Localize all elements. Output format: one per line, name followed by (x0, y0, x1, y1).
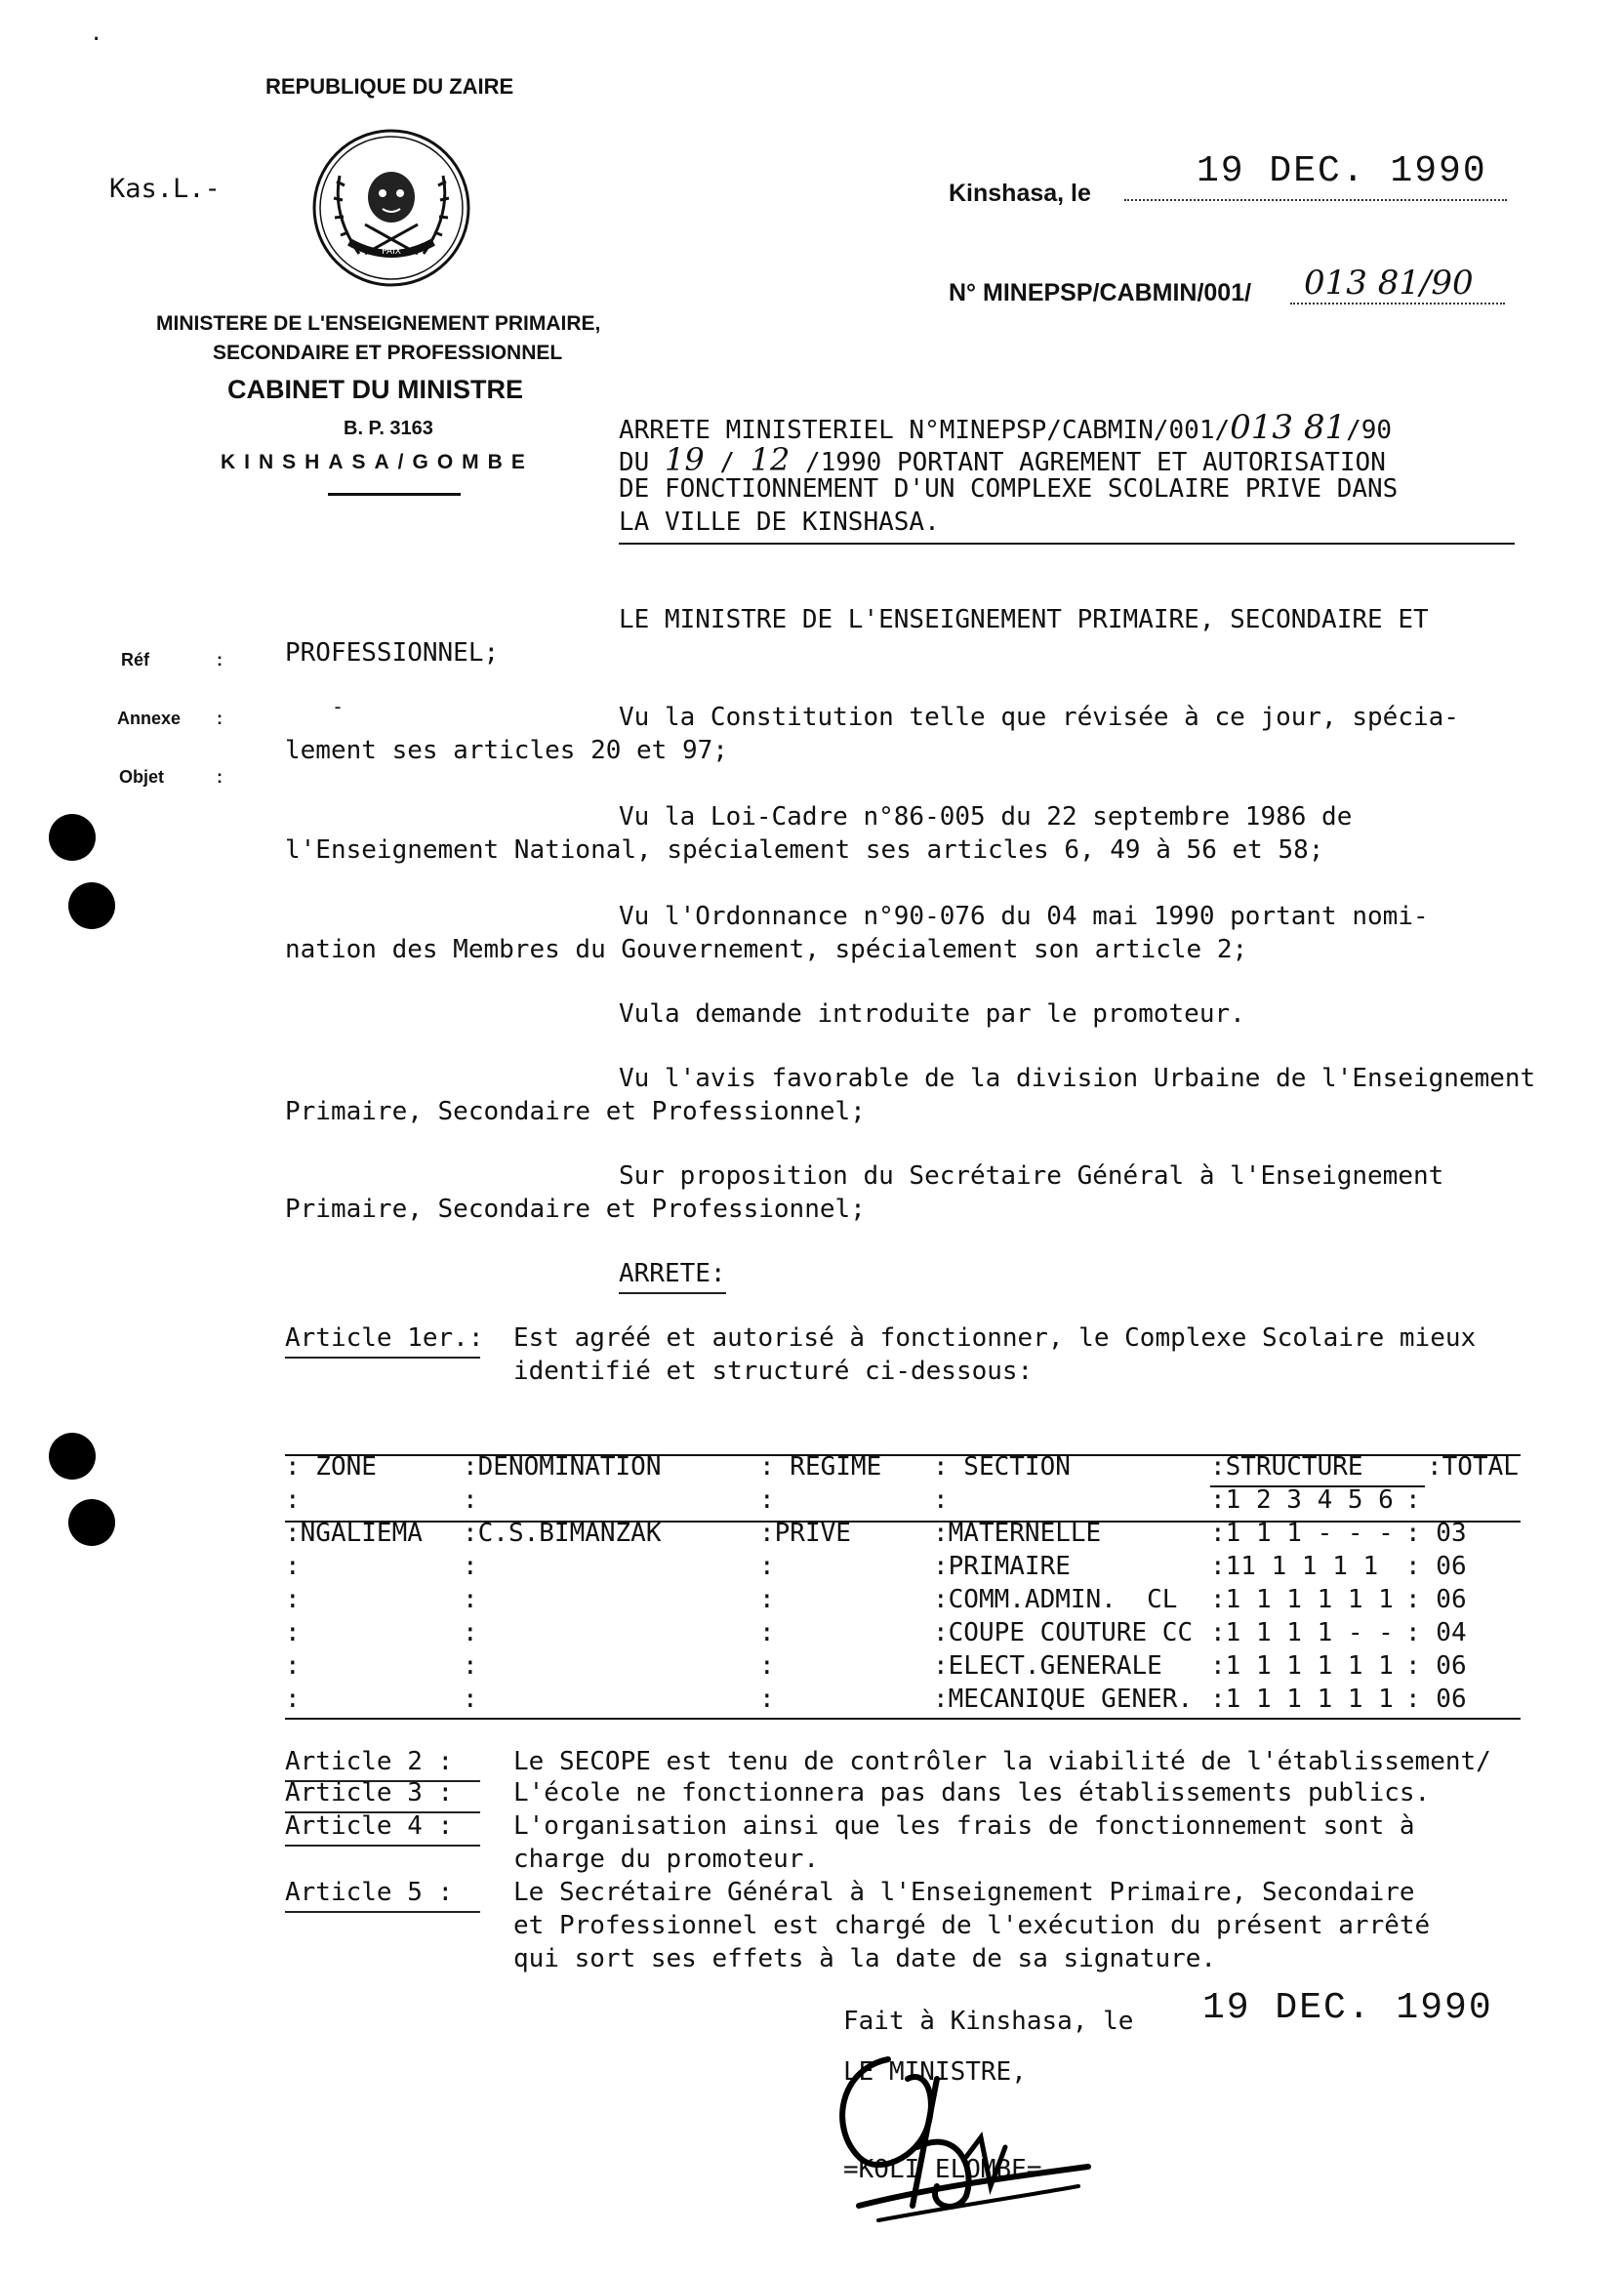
cell-section: :COMM.ADMIN. CL (933, 1585, 1178, 1614)
cell-regime: : (759, 1685, 775, 1714)
title-underline (619, 543, 1515, 545)
cell-denomination: : (463, 1552, 478, 1581)
table-subheader-section: : (933, 1485, 949, 1515)
cell-structure: :1 1 1 1 - - (1210, 1618, 1394, 1647)
arrete-title-line-1: ARRETE MINISTERIEL N°MINEPSP/CABMIN/001/013 81/90 (619, 408, 1393, 447)
table-header-denomination: :DENOMINATION (463, 1452, 662, 1482)
vu-avis-1: Vu l'avis favorable de la division Urbaine de l'Enseignement (619, 1064, 1536, 1093)
vu-avis-2: Primaire, Secondaire et Professionnel; (285, 1097, 866, 1126)
cell-zone: : (285, 1618, 301, 1647)
kas-reference: Kas.L.- (109, 174, 221, 204)
minister-line-1: LE MINISTRE DE L'ENSEIGNEMENT PRIMAIRE, SECONDAIRE ET (619, 605, 1429, 634)
objet-colon: : (217, 767, 223, 787)
ministry-line-1: MINISTERE DE L'ENSEIGNEMENT PRIMAIRE, (156, 312, 601, 335)
cell-structure: :11 1 1 1 1 (1210, 1552, 1379, 1581)
emblem-motto: PAIX (382, 247, 401, 257)
vu-loi-cadre-1: Vu la Loi-Cadre n°86-005 du 22 septembre 1986 de (619, 802, 1353, 832)
cell-total: : 06 (1405, 1685, 1467, 1714)
article-4-text-1: L'organisation ainsi que les frais de fonctionnement sont à (513, 1811, 1415, 1841)
cell-structure: :1 1 1 - - - (1210, 1519, 1394, 1548)
cell-structure: :1 1 1 1 1 1 (1210, 1585, 1394, 1614)
objet-label: Objet (119, 767, 165, 787)
cell-regime: : (759, 1552, 775, 1581)
punch-hole (49, 1433, 96, 1480)
arrete-heading: ARRETE: (619, 1259, 726, 1288)
article-3-label: Article 3 : (285, 1778, 454, 1808)
city-line: KINSHASA/GOMBE (221, 451, 534, 473)
cell-zone: : (285, 1651, 301, 1681)
article-5-label: Article 5 : (285, 1878, 454, 1907)
article-2-text: Le SECOPE est tenu de contrôler la viabilité de l'établissement/ (513, 1747, 1491, 1776)
cell-zone: :NGALIEMA (285, 1519, 423, 1548)
cabinet-heading: CABINET DU MINISTRE (227, 375, 523, 404)
table-header-structure: :STRUCTURE (1210, 1452, 1363, 1482)
minister-name: =KOLI ELOMBE= (843, 2155, 1042, 2184)
cell-section: :ELECT.GENERALE (933, 1651, 1162, 1681)
article-5-text-3: qui sort ses effets à la date de sa signature. (513, 1944, 1217, 1973)
arrete-title-line-3: DE FONCTIONNEMENT D'UN COMPLEXE SCOLAIRE PRIVE DANS (619, 474, 1399, 504)
vu-loi-cadre-2: l'Enseignement National, spécialement ses articles 6, 49 à 56 et 58; (285, 835, 1324, 865)
table-header-section: : SECTION (933, 1452, 1071, 1482)
ref-colon: : (217, 650, 223, 670)
vu-demande: Vula demande introduite par le promoteur. (619, 999, 1245, 1029)
sur-proposition-1: Sur proposition du Secrétaire Général à l'Enseignement (619, 1161, 1444, 1191)
table-subheader-denomination: : (463, 1485, 478, 1515)
table-subheader-regime: : (759, 1485, 775, 1515)
cell-total: : 03 (1405, 1519, 1467, 1548)
article-4-label: Article 4 : (285, 1811, 454, 1841)
annexe-mark: - (332, 695, 345, 718)
minister-signature-title: LE MINISTRE, (843, 2057, 1027, 2087)
article-4-underline (285, 1845, 480, 1847)
cell-total: : 06 (1405, 1651, 1467, 1681)
date-stamp: 19 DEC. 1990 (1197, 150, 1487, 192)
article-1-text-2: identifié et structuré ci-dessous: (513, 1357, 1034, 1386)
annexe-colon: : (217, 709, 223, 728)
cell-section: :PRIMAIRE (933, 1552, 1071, 1581)
article-1-label: Article 1er.: (285, 1323, 484, 1353)
cell-total: : 04 (1405, 1618, 1467, 1647)
place-label: Kinshasa, le (949, 180, 1091, 207)
cell-denomination: : (463, 1618, 478, 1647)
cell-denomination: :C.S.BIMANZAK (463, 1519, 662, 1548)
arrete-underline (619, 1292, 726, 1294)
cell-total: : 06 (1405, 1552, 1467, 1581)
closing-date-stamp: 19 DEC. 1990 (1202, 1987, 1493, 2029)
city-underline (328, 493, 461, 496)
punch-hole (68, 1499, 115, 1546)
cell-regime: :PRIVE (759, 1519, 851, 1548)
article-5-underline (285, 1911, 480, 1913)
article-4-text-2: charge du promoteur. (513, 1845, 820, 1874)
table-subheader-total: : (1405, 1485, 1421, 1515)
table-header-zone: : ZONE (285, 1452, 377, 1482)
cell-regime: : (759, 1651, 775, 1681)
sur-proposition-2: Primaire, Secondaire et Professionnel; (285, 1195, 866, 1224)
punch-hole (49, 814, 96, 861)
table-subheader-zone: : (285, 1485, 301, 1515)
vu-constitution-1: Vu la Constitution telle que révisée à ce jour, spécia- (619, 703, 1459, 732)
cell-zone: : (285, 1685, 301, 1714)
vu-ordonnance-2: nation des Membres du Gouvernement, spécialement son article 2; (285, 935, 1248, 964)
cell-structure: :1 1 1 1 1 1 (1210, 1685, 1394, 1714)
ref-number-label: N° MINEPSP/CABMIN/001/ (949, 279, 1252, 306)
annexe-label: Annexe (117, 709, 182, 728)
cell-section: :MECANIQUE GENER. (933, 1685, 1194, 1714)
ministry-line-2: SECONDAIRE ET PROFESSIONNEL (213, 342, 563, 364)
article-2-label: Article 2 : (285, 1747, 454, 1776)
cell-zone: : (285, 1585, 301, 1614)
cell-structure: :1 1 1 1 1 1 (1210, 1651, 1394, 1681)
article-1-underline (285, 1357, 480, 1359)
table-bottom-rule (285, 1718, 1521, 1720)
ref-handwritten: 013 81/90 (1304, 264, 1474, 303)
table-header-regime: : REGIME (759, 1452, 882, 1482)
cell-regime: : (759, 1618, 775, 1647)
fait-a-line: Fait à Kinshasa, le (843, 2007, 1134, 2036)
vu-ordonnance-1: Vu l'Ordonnance n°90-076 du 04 mai 1990 portant nomi- (619, 902, 1429, 931)
punch-hole (68, 882, 115, 929)
table-subheader-structure: :1 2 3 4 5 6 (1210, 1485, 1394, 1515)
handwritten-signature-icon (820, 2040, 1113, 2235)
article-5-text-2: et Professionnel est chargé de l'exécution du présent arrêté (513, 1911, 1431, 1940)
cell-section: :MATERNELLE (933, 1519, 1102, 1548)
arrete-title-line-2: DU 19 / 12 /1990 PORTANT AGREMENT ET AUTORISATION (619, 441, 1386, 478)
cell-denomination: : (463, 1585, 478, 1614)
table-header-total: :TOTAL (1427, 1452, 1519, 1482)
minister-line-2: PROFESSIONNEL; (285, 638, 500, 668)
cell-denomination: : (463, 1685, 478, 1714)
cell-total: : 06 (1405, 1585, 1467, 1614)
cell-regime: : (759, 1585, 775, 1614)
cell-denomination: : (463, 1651, 478, 1681)
vu-constitution-2: lement ses articles 20 et 97; (285, 736, 728, 765)
article-3-text: L'école ne fonctionnera pas dans les établissements publics. (513, 1778, 1431, 1808)
arrete-title-line-4: LA VILLE DE KINSHASA. (619, 508, 940, 537)
ref-label: Réf (121, 650, 150, 670)
state-emblem-icon (310, 127, 472, 289)
article-1-text-1: Est agréé et autorisé à fonctionner, le Complexe Scolaire mieux (513, 1323, 1477, 1353)
scan-mark: · (90, 27, 103, 52)
republic-heading: REPUBLIQUE DU ZAIRE (265, 74, 514, 99)
cell-zone: : (285, 1552, 301, 1581)
article-5-text-1: Le Secrétaire Général à l'Enseignement Primaire, Secondaire (513, 1878, 1415, 1907)
cell-section: :COUPE COUTURE CC (933, 1618, 1194, 1647)
postal-box: B. P. 3163 (344, 418, 433, 439)
